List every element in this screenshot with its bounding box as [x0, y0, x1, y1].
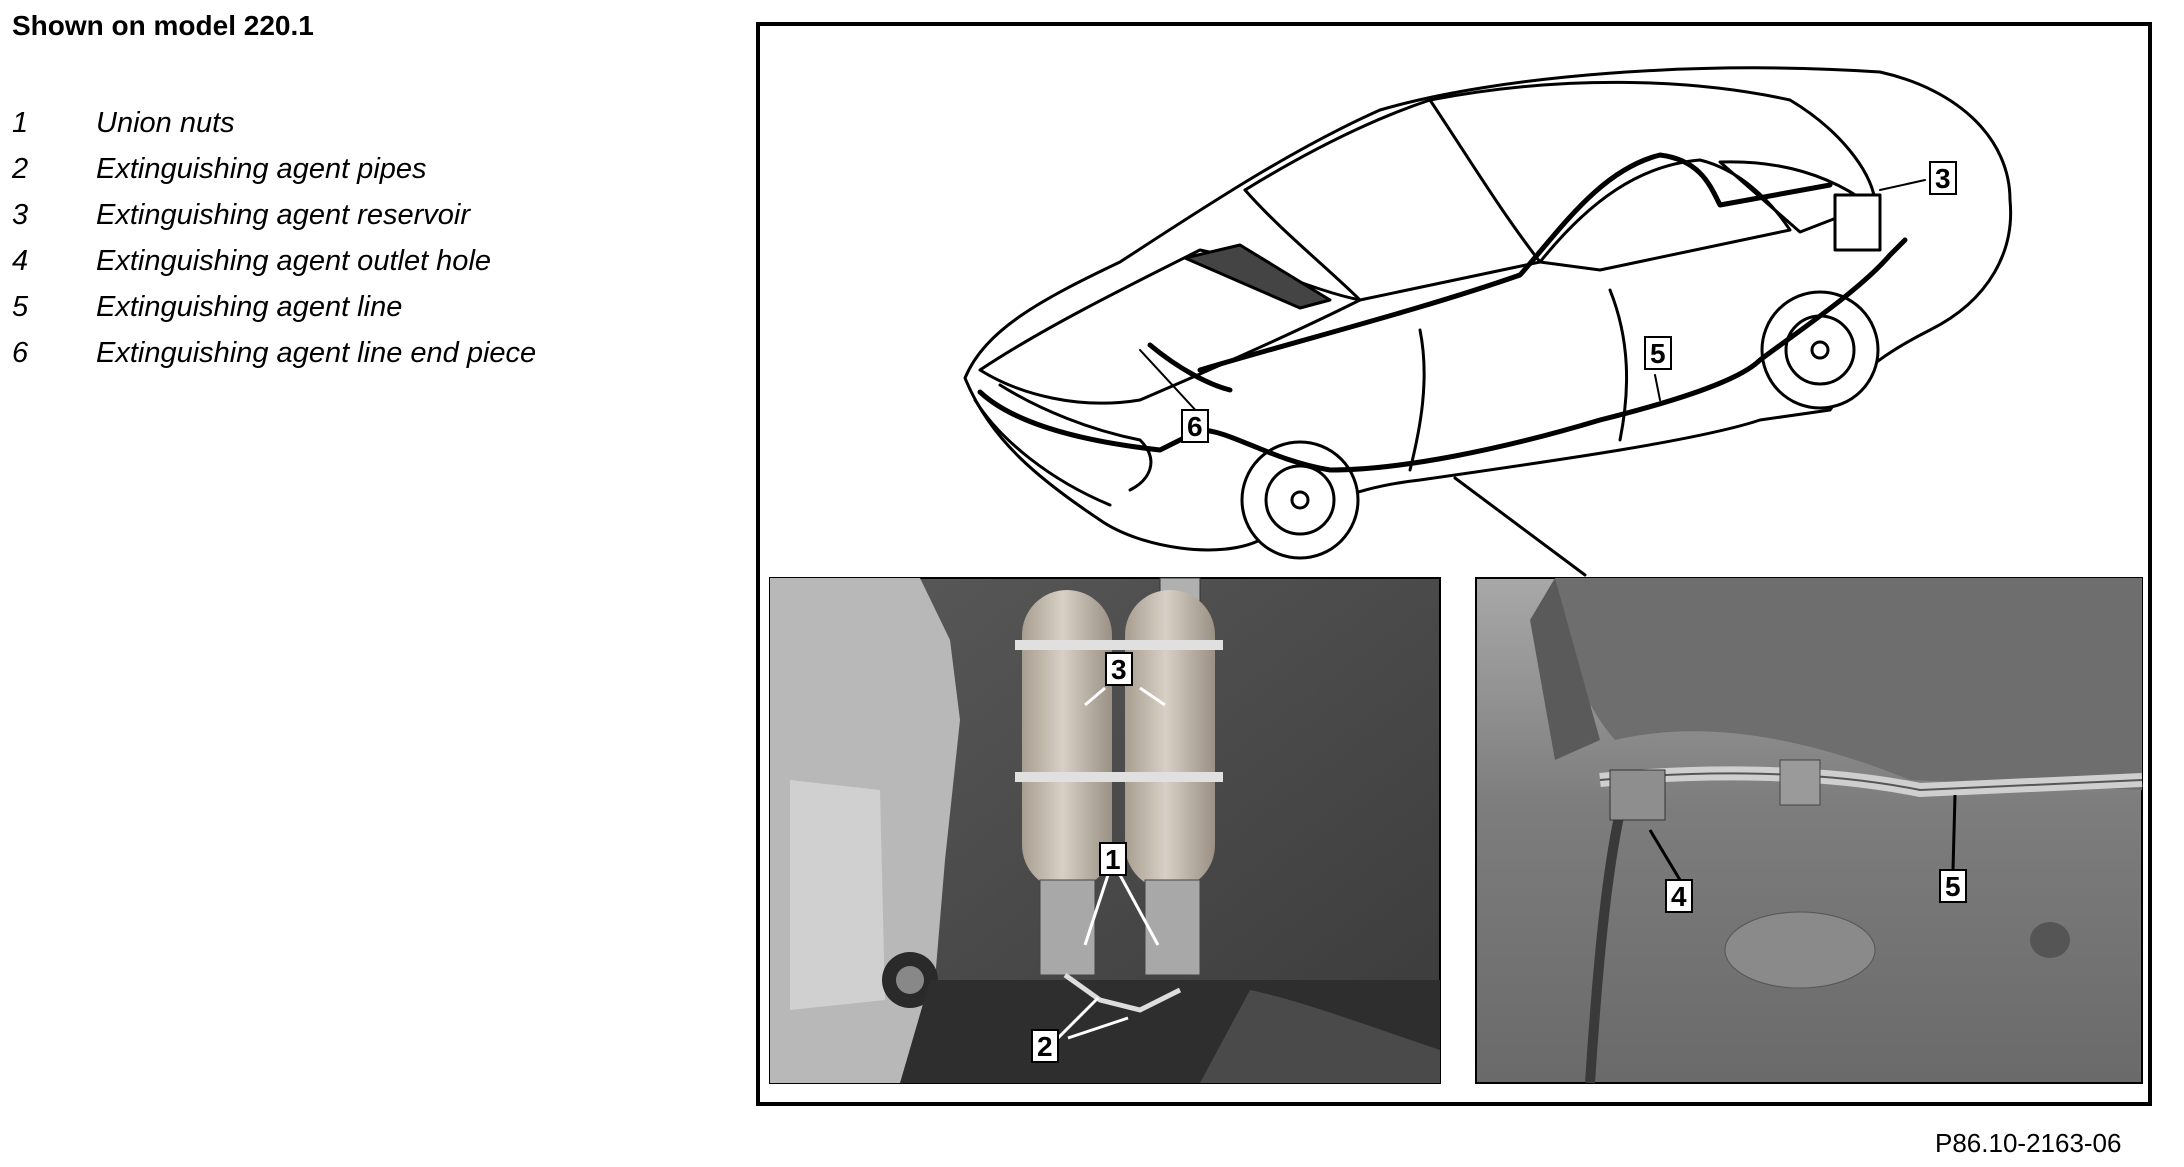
legend-label: Extinguishing agent reservoir — [96, 198, 470, 231]
callout-2: 2 — [1037, 1031, 1053, 1062]
figure-reference: P86.10-2163-06 — [1935, 1128, 2122, 1158]
callout-3: 3 — [1935, 163, 1951, 194]
car-rear-wheel — [1762, 292, 1878, 408]
callout-3: 3 — [1111, 654, 1127, 685]
detail-pointer-line — [1455, 478, 1585, 575]
reservoir-tank-left — [1022, 590, 1112, 890]
callout-1: 1 — [1105, 844, 1121, 875]
legend-label: Extinguishing agent line — [96, 290, 403, 323]
callout-5: 5 — [1945, 871, 1961, 902]
callout-4: 4 — [1671, 881, 1687, 912]
legend-label: Extinguishing agent pipes — [96, 152, 427, 185]
legend-label: Extinguishing agent outlet hole — [96, 244, 492, 277]
legend-number: 5 — [12, 290, 29, 323]
page-title: Shown on model 220.1 — [12, 10, 314, 41]
legend-number: 3 — [12, 198, 29, 231]
legend-number: 1 — [12, 106, 29, 139]
legend-label: Union nuts — [96, 106, 235, 139]
legend-label: Extinguishing agent line end piece — [96, 336, 537, 369]
callout-6: 6 — [1187, 411, 1203, 442]
car-front-wheel — [1242, 442, 1358, 558]
trunk-photo — [770, 578, 1440, 1083]
legend-number: 4 — [12, 244, 29, 277]
legend-number: 6 — [12, 336, 29, 369]
callout-5: 5 — [1650, 338, 1666, 369]
car-illustration — [965, 68, 2011, 575]
legend-number: 2 — [12, 152, 29, 185]
reservoir-tank-right — [1125, 590, 1215, 890]
sill-photo — [1476, 578, 2142, 1083]
car-reservoir-box — [1835, 195, 1880, 250]
